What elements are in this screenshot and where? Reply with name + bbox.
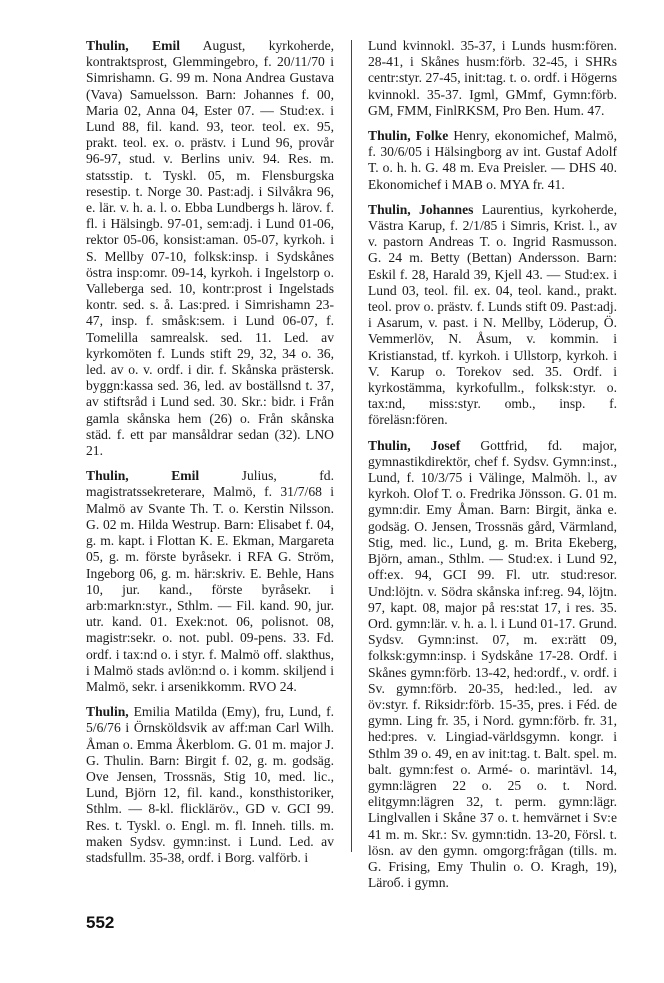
entry-text: August, kyrkoherde, kontraktsprost, Glemmingebro, f. 20/11/70 i Simrishamn. G. 99 m. Nona Andrea Gustava (Vava) Samuelsson. Barn: Johannes f. 00, Maria 02, Anna 04, Ester 07. — Stud:ex. i Lund 88, fil. kand. 93, teor. teol. ex. 95, prakt. teol. ex. o. prästv. i Lund 96, provår 96-97, stud. v. Berlins univ. 94. Res. m. statsstip. t. Tyskl. 05, m. Flensburgska resestip. t. Norge 30. Past:adj. i Silvåkra 96, e. lär. v. h. a. l. o. Ebba Lundbergs h. lärov. f. fl. i Hälsingb. 97-01, sem:adj. i Lund 01-06, rektor 05-06, konsist:aman. 05-07, kyrkoh. i S. Mellby 07-10, folksk:insp. i Sydskånes östra insp:omr. 09-14, kyrkoh. i Ingelstorp o. Valleberga sed. 10, kontr:prost i Ingelstads kontr. sed. s. å. Las:pred. i Simrishamn 23-47, insp. f. småsk:sem. i Lund 06-07, f. Tomelilla samrealsk. sed. 11. Led. av kyrkomöten f. Lunds stift 29, 32, 34 o. 36, led. av o. v. ordf. i dir. f. Skånska prästersk. byggn:kassa sed. 36, led. av boställsnd t. 37, av stiftsråd i Lund sed. 30. Skr.: bidr. i Från gamla skånska hem (26) o. Från skånska städ. f. ett par mansåldrar sedan (32). LNO 21. [86,38,334,459]
entry-text: Julius, fd. magistratssekreterare, Malmö, f. 31/7/68 i Malmö av Svante Th. T. o. Kerstin Nilsson. G. 02 m. Hilda Westrup. Barn: Elisabet f. 04, g. m. kapt. i Flottan K. E. Ekman, Margareta 05, g. m. förste byråsekr. i RFA G. Ström, Ingeborg 06, g. m. här:skriv. E. Behle, Hans 10, jur. kand., förste byråsekr. i arb:markn:styr., Sthlm. — Fil. kand. 90, jur. utr. kand. 01. Exek:not. 06, polisnot. 08, magistr:sekr. o. not. publ. 09-pens. 33. Fd. ordf. i tax:nd o. i styr. f. Malmö off. slakthus, i Malmö stads avlön:nd o. i komm. skiljend i Malmö, sekr. i arsenikkomm. RVO 24. [86,468,334,694]
entry-text: Emilia Matilda (Emy), fru, Lund, f. 5/6/76 i Örnsköldsvik av aff:man Carl Wilh. Åman o. Emma Åkerblom. G. 01 m. major J. G. Thulin. Barn: Birgit f. 02, g. m. godsäg. Ove Jensen, Trossnäs, Stig 10, med. lic., Lund, Björn 12, fil. kand., konsthistoriker, Sthlm. — 8-kl. flickläröv., GD v. GCI 99. Res. t. Tyskl. o. Engl. m. fl. Inneh. tills. m. maken Sydsv. gymn:inst. i Lund. Led. av stadsfullm. 35-38, ordf. i Borg. valförb. i [86,704,334,865]
entry-text: Lund kvinnokl. 35-37, i Lunds husm:fören. 28-41, i Skånes husm:förb. 32-45, i SHRs centr:styr. 27-45, init:tag. t. o. ordf. i Högerns kvinnokl. 35-37. Igml, GMmf, Gymn:förb. GM, FMM, FinlRKSM, Pro Ben. Hum. 47. [368,38,617,118]
entry-name: Thulin, Johannes [368,201,474,217]
page-number: 552 [86,913,115,932]
right-column [368,38,617,900]
entry-name: Thulin, [86,704,129,720]
left-column [86,38,334,866]
entry-name: Thulin, Josef [368,437,461,453]
entry-thulin-emilia-continued [368,38,617,119]
entry-text: Laurentius, kyrkoherde, Västra Karup, f. 2/1/85 i Simris, Krist. l., av v. pastorn Andreas T. o. Ingrid Rasmusson. G. 24 m. Betty (Bettan) Andersson. Barn: Eskil f. 28, Harald 39, Kjell 43. — Stud:ex. i Lund 03, teol. fil. ex. 04, teol. kand., prakt. teol. prov o. prästv. f. Lunds stift 09. Past:adj. i Asarum, v. past. i N. Mellby, Löderup, Ö. Vemmerlöv, N. Åsum, v. kommin. i Kristianstad, tf. kyrkoh. i Ullstorp, kyrkoh. i V. Karup o. Torekov sed. 35. Ordf. i kyrkostämma, kyrkofullm., folksk:styr. o. tax:nd, miss:styr. omb., insp. f. föreläsn:fören. [368,201,617,428]
entry-text: Henry, ekonomichef, Malmö, f. 30/6/05 i Hälsingborg av int. Gustaf Adolf T. o. h. h. G. 48 m. Eva Preisler. — DHS 40. Ekonomichef i MAB o. MYA fr. 41. [368,128,617,192]
entry-name: Thulin, Emil [86,468,200,484]
entry-thulin-folke [368,128,617,193]
entry-text: Gottfrid, fd. major, gymnastikdirektör, chef f. Sydsv. Gymn:inst., Lund, f. 10/3/75 i Välinge, Malmöh. l., av kyrkoh. Olof T. o. Fredrika Jönsson. G. 01 m. gymn:dir. Emy Åman. Barn: Birgit, änka e. godsäg. O. Jensen, Trossnäs gård, Värmland, Stig, med. lic., Lund, g. m. Brita Ekeberg, Björn, aman., Sthlm. — Stud:ex. i Lund 92, off:ex. 94, GCI 99. Fl. utr. stud:resor. Und:löjtn. v. Södra skånska inf:reg. 94, löjtn. 97, kapt. 08, major på res:stat 17, i res. 35. Ord. gymn:lär. v. h. a. l. i Lund 01-17. Grund. Sydsv. Gymn:inst. 07, m. ex:rätt 09, folksk:gymn:insp. i Sydskåne 17-28. Ordf. i Skånes gymn:förb. 13-42, hed:ordf., v. ordf. i Sv. gymn:förb. 20-35, hed:led., led. av öv:styr. f. Riksidr:förb. 15-35, pres. i Féd. de gymn. Ling fr. 35, i Nord. gymn:förb. fr. 31, hed:pres. v. Lingiad-världsgymn. kongr. i Sthlm 39 o. 49, en av init:tag. t. Balt. spel. m. balt. gymn:fest o. Armé- o. marintävl. 14, gymn:lägren 22 o. 25 o. t. Nord. elitgymn:lägren 32, t. perm. gymn:lägr. Linglvallen i Skåne 37 o. t. hemvärnet i Sv:e 41 m. m. Skr.: Sv. gymn:tidn. 13-20, Försl. t. lösn. av den gymn. omgorg:frågan (tills. m. G. Frising, Emy Thulin o. O. Kragh, 19), Läroб. i gymn. [368,437,617,891]
column-divider [351,40,352,852]
entry-thulin-josef [368,438,617,892]
entry-name: Thulin, Emil [86,38,181,53]
entry-thulin-johannes [368,202,617,429]
entry-thulin-emil-julius [86,468,334,695]
entry-name: Thulin, Folke [368,128,449,144]
entry-thulin-emil-august [86,38,334,459]
entry-thulin-emilia [86,704,334,866]
